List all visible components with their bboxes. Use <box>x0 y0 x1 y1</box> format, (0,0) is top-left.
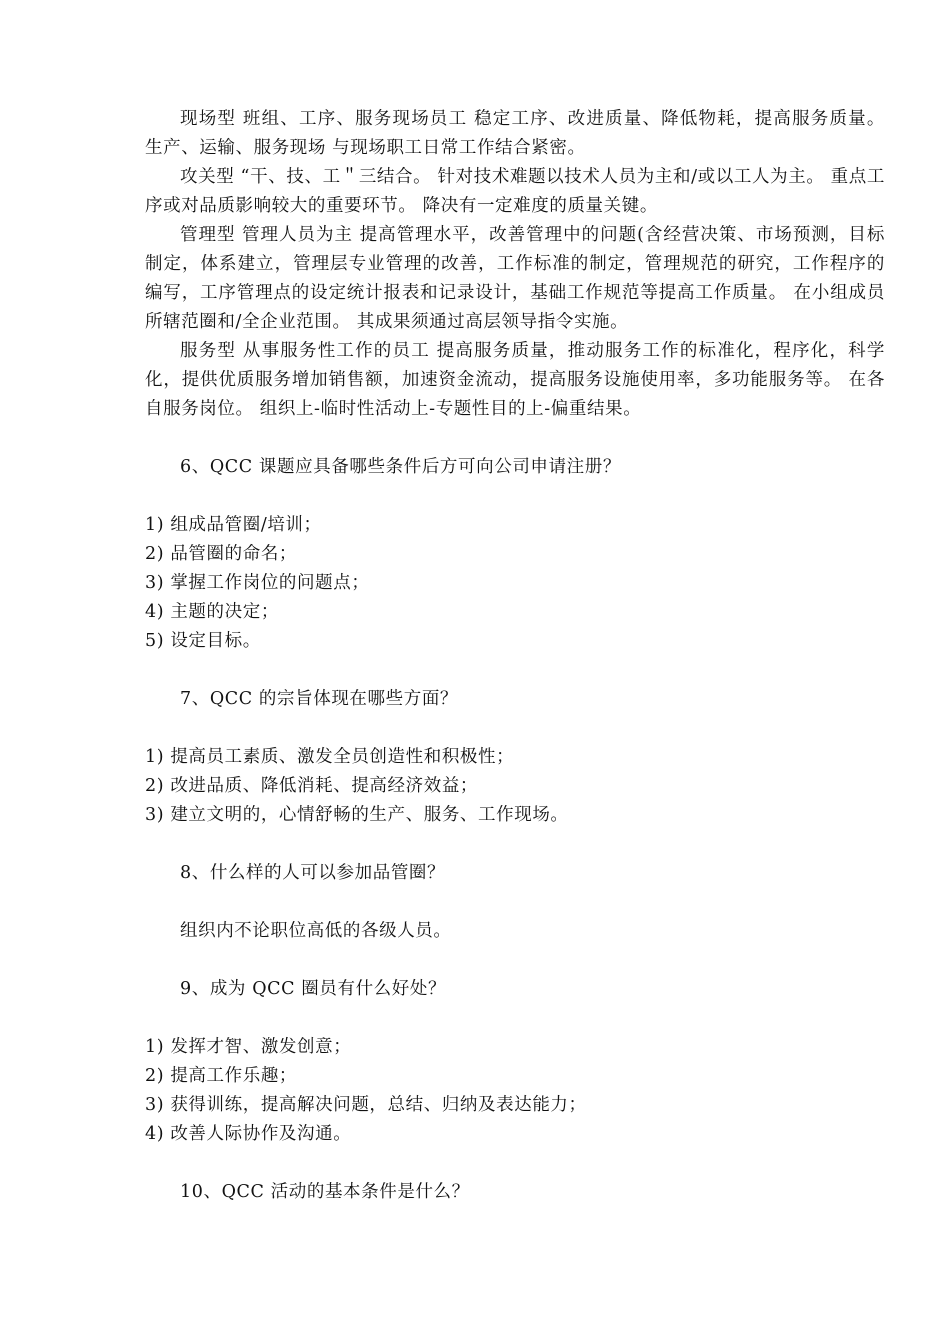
list-item: 2) 提高工作乐趣； <box>145 1066 298 1086</box>
question-7-heading: 7、QCC 的宗旨体现在哪些方面？ <box>180 689 459 709</box>
question-9-list <box>145 1033 885 1149</box>
list-item: 3) 获得训练，提高解决问题，总结、归纳及表达能力； <box>145 1095 587 1115</box>
paragraph-management-type: 管理型 管理人员为主 提高管理水平，改善管理中的问题(含经营决策、市场预测，目标制定，体系建立，管理层专业管理的改善，工作标准的制定，管理规范的研究，工作程序的编写，工序管理点的设定统计报表和记录设计，基础工作规范等提高工作质量。 在小组成员所辖范圈和/全企业范围。 其成果须通过高层领导指令实施。 <box>145 225 885 332</box>
question-6-heading: 6、QCC 课题应具备哪些条件后方可向公司申请注册？ <box>180 457 621 477</box>
list-item: 1) 提高员工素质、激发全员创造性和积极性； <box>145 747 515 767</box>
list-item: 2) 改进品质、降低消耗、提高经济效益； <box>145 776 479 796</box>
question-7-list <box>145 743 885 830</box>
list-item: 4) 改善人际协作及沟通。 <box>145 1124 352 1144</box>
question-8-heading: 8、什么样的人可以参加品管圈？ <box>180 863 446 883</box>
paragraph-service-type: 服务型 从事服务性工作的员工 提高服务质量，推动服务工作的标准化，程序化，科学化，提供优质服务增加销售额，加速资金流动，提高服务设施使用率，多功能服务等。 在各自服务岗位。 组织上-临时性活动上-专题性目的上-偏重结果。 <box>145 341 885 419</box>
paragraph-onsite-type: 现场型 班组、工序、服务现场员工 稳定工序、改进质量、降低物耗，提高服务质量。 生产、运输、服务现场 与现场职工日常工作结合紧密。 <box>145 109 885 158</box>
list-item: 4) 主题的决定； <box>145 602 279 622</box>
list-item: 1) 组成品管圈/培训； <box>145 515 322 535</box>
question-10-heading: 10、QCC 活动的基本条件是什么？ <box>180 1182 470 1202</box>
question-8-answer: 组织内不论职位高低的各级人员。 <box>180 921 452 941</box>
list-item: 3) 掌握工作岗位的问题点； <box>145 573 370 593</box>
list-item: 3) 建立文明的，心情舒畅的生产、服务、工作现场。 <box>145 805 569 825</box>
question-6-list <box>145 511 885 656</box>
list-item: 5) 设定目标。 <box>145 631 261 651</box>
list-item: 2) 品管圈的命名； <box>145 544 298 564</box>
question-9-heading: 9、成为 QCC 圈员有什么好处？ <box>180 979 447 999</box>
paragraph-breakthrough-type: 攻关型 “干、技、工＂三结合。 针对技术难题以技术人员为主和/或以工人为主。 重点工序或对品质影响较大的重要环节。 降决有一定难度的质量关键。 <box>145 167 885 216</box>
list-item: 1) 发挥才智、激发创意； <box>145 1037 352 1057</box>
document-page <box>145 105 885 1236</box>
